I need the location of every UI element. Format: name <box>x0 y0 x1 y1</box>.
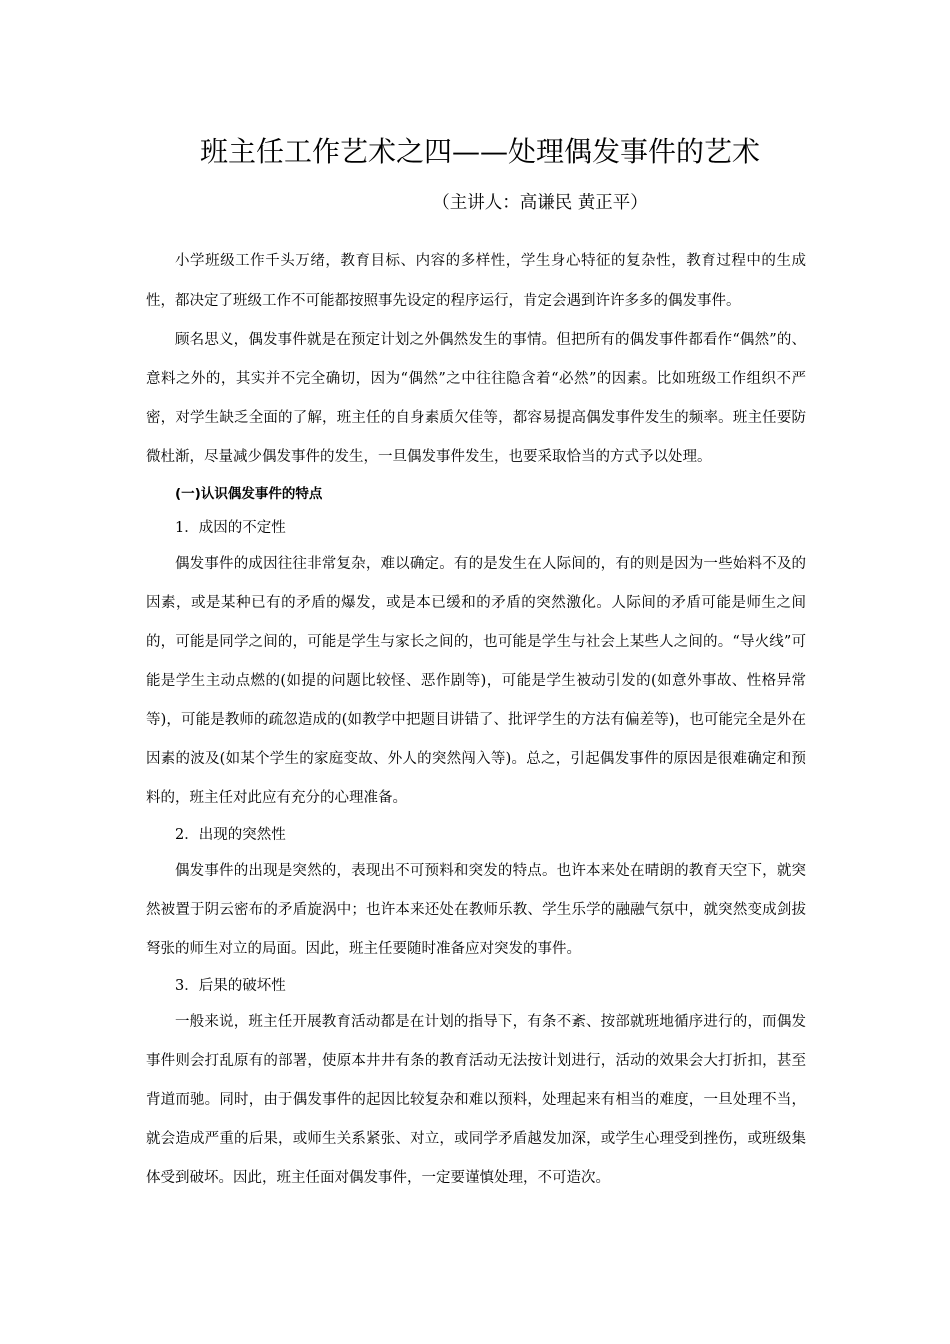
document-title: 班主任工作艺术之四——处理偶发事件的艺术 <box>199 135 760 168</box>
item-heading: 3．后果的破坏性 <box>175 978 286 994</box>
item-heading: 1．成因的不定性 <box>175 520 286 536</box>
definition-paragraph: 顾名思义，偶发事件就是在预定计划之外偶然发生的事情。但把所有的偶发事件都看作“偶然”的、意料之外的，其实并不完全确切，因为“偶然”之中往往隐含着“必然”的因素。比如班级工作组织不严密，对学生缺乏全面的了解，班主任的自身素质欠佳等，都容易提高偶发事件发生的频率。班主任要防微杜渐，尽量减少偶发事件的发生，一旦偶发事件发生，也要采取恰当的方式予以处理。 <box>146 332 806 465</box>
intro-paragraph: 小学班级工作千头万绪，教育目标、内容的多样性，学生身心特征的复杂性，教育过程中的生成性，都决定了班级工作不可能都按照事先设定的程序运行，肯定会遇到许许多多的偶发事件。 <box>146 253 806 309</box>
item-paragraph: 一般来说，班主任开展教育活动都是在计划的指导下，有条不紊、按部就班地循序进行的，而偶发事件则会打乱原有的部署，使原本井井有条的教育活动无法按计划进行，活动的效果会大打折扣，甚至背道而驰。同时，由于偶发事件的起因比较复杂和难以预料，处理起来有相当的难度，一旦处理不当，就会造成严重的后果，或师生关系紧张、对立，或同学矛盾越发加深，或学生心理受到挫伤，或班级集体受到破坏。因此，班主任面对偶发事件，一定要谨慎处理，不可造次。 <box>146 1014 806 1186</box>
item-heading: 2．出现的突然性 <box>175 827 286 843</box>
document-body <box>146 241 806 1198</box>
section-heading: (一)认识偶发事件的特点 <box>175 486 323 502</box>
document-byline: （主讲人：高谦民 黄正平） <box>432 193 648 213</box>
item-paragraph: 偶发事件的成因往往非常复杂，难以确定。有的是发生在人际间的，有的则是因为一些始料不及的因素，或是某种已有的矛盾的爆发，或是本已缓和的矛盾的突然激化。人际间的矛盾可能是师生之间的，可能是同学之间的，可能是学生与家长之间的，也可能是学生与社会上某些人之间的。“导火线”可能是学生主动点燃的(如提的问题比较怪、恶作剧等)，可能是学生被动引发的(如意外事故、性格异常等)，可能是教师的疏忽造成的(如教学中把题目讲错了、批评学生的方法有偏差等)，也可能完全是外在因素的波及(如某个学生的家庭变故、外人的突然闯入等)。总之，引起偶发事件的原因是很难确定和预料的，班主任对此应有充分的心理准备。 <box>146 556 806 806</box>
item-paragraph: 偶发事件的出现是突然的，表现出不可预料和突发的特点。也许本来处在晴朗的教育天空下，就突然被置于阴云密布的矛盾旋涡中；也许本来还处在教师乐教、学生乐学的融融气氛中，就突然变成剑拔弩张的师生对立的局面。因此，班主任要随时准备应对突发的事件。 <box>146 863 806 957</box>
